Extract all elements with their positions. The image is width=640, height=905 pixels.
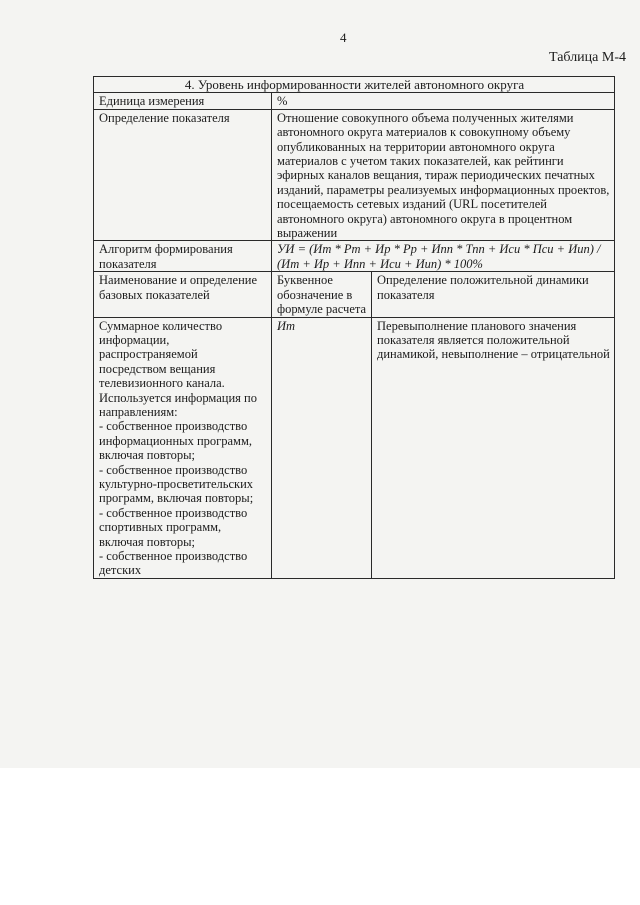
header-name-definition: Наименование и определение базовых показателей [94,272,272,317]
table-label: Таблица М-4 [549,50,626,65]
header-letter-designation: Буквенное обозначение в формуле расчета [272,272,372,317]
definition-label: Определение показателя [94,109,272,241]
table-title: 4. Уровень информированности жителей автономного округа [94,77,615,93]
table-title-row [94,77,615,93]
algorithm-label: Алгоритм формирования показателя [94,241,272,272]
page-number: 4 [340,30,347,45]
row-indicator-description: Суммарное количество информации, распространяемой посредством вещания телевизионного канала. Используется информация по направлениям: - собственное производство информационных программ, включая повторы; - собственное производство культурно-просветительских программ, включая повторы; - собственное производство спортивных программ, включая повторы; - собственное производство детских [94,317,272,578]
row-letter-designation: Ит [272,317,372,578]
unit-value: % [272,93,615,109]
row-positive-dynamics: Перевыполнение планового значения показателя является положительной динамикой, невыполнение – отрицательной [372,317,615,578]
algorithm-row [94,241,615,272]
base-indicators-header-row [94,272,615,317]
header-positive-dynamics: Определение положительной динамики показателя [372,272,615,317]
definition-value: Отношение совокупного объема полученных жителями автономного округа материалов к совокупному объему опубликованных на территории автономного округа материалов с учетом таких показателей, как рейтинги эфирных каналов вещания, тираж периодических печатных изданий, параметры реализуемых информационных проектов, посещаемость сетевых изданий (URL посетителей автономного округа) автономного округа в процентном выражении [272,109,615,241]
definition-row [94,109,615,241]
algorithm-formula: УИ = (Ит * Рт + Ир * Рр + Ипп * Тпп + Иси * Пси + Иип) / (Ит + Ир + Ипп + Иси + Иип) * 100% [272,241,615,272]
unit-row [94,93,615,109]
unit-label: Единица измерения [94,93,272,109]
table-row [94,317,615,578]
indicator-table [93,76,615,579]
